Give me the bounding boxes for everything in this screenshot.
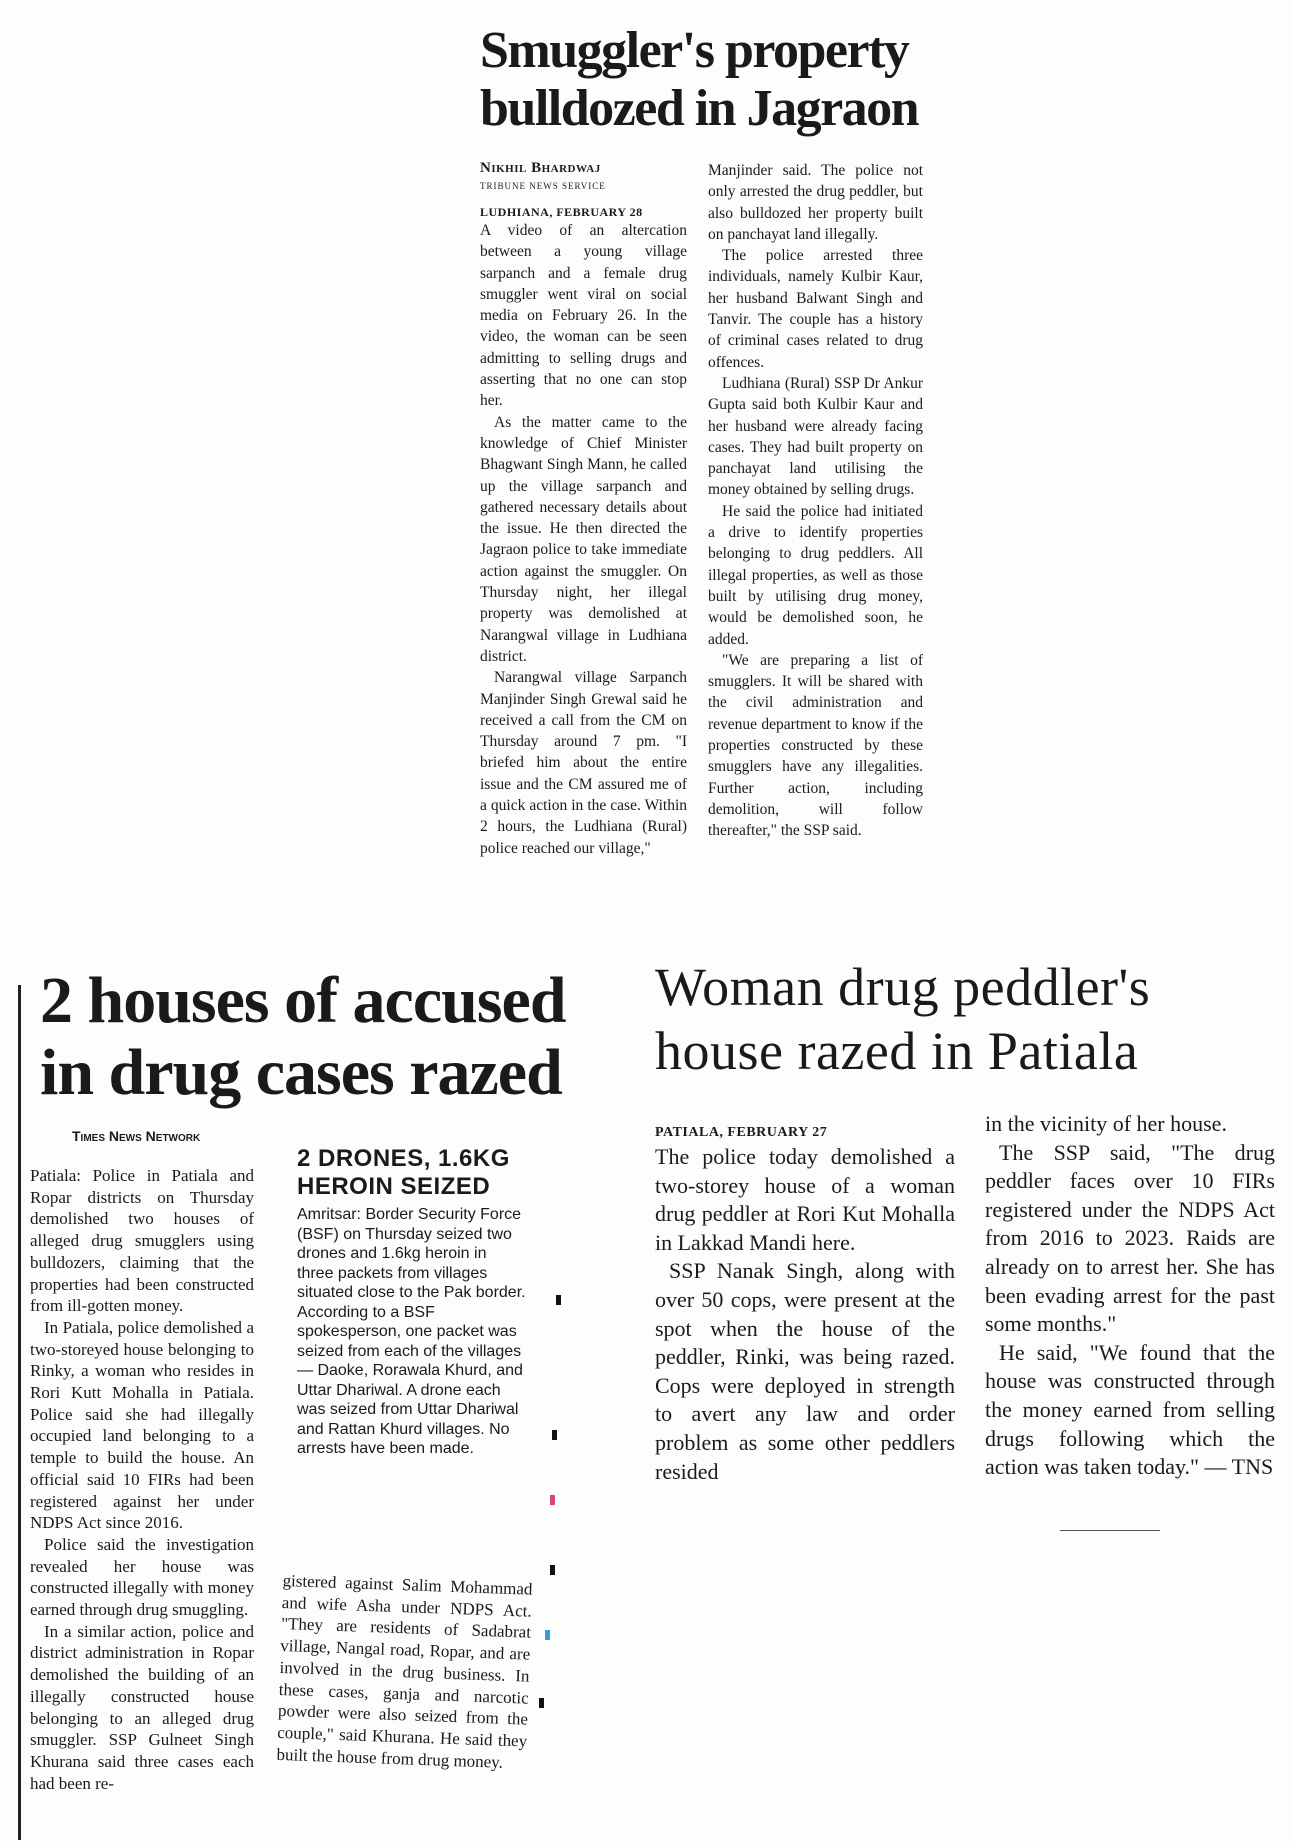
article3-headline-line2: house razed in Patiala (655, 1021, 1139, 1081)
article3-para: The SSP said, "The drug peddler faces over 10 FIRs registered under the NDPS Act from 2016 to 2023. Raids are already on to arrest her. She has been evading arrest for the past some months." (985, 1139, 1275, 1337)
article3-dateline: PATIALA, FEBRUARY 27 (655, 1125, 828, 1140)
article2-para: Police said the investigation revealed her house was constructed illegally with money earned through drug smuggling. (30, 1534, 254, 1620)
sidebar-title-line1: 2 DRONES, 1.6KG (297, 1145, 510, 1172)
article3-headline-line1: Woman drug peddler's (655, 957, 1151, 1017)
article3-end-rule (1060, 1530, 1160, 1531)
article1-para: He said the police had initiated a drive to identify properties belonging to drug peddlers. All illegal properties, as well as those built by utilising drug money, would be demolished soon, he added. (708, 502, 923, 648)
article1-column-2 (708, 160, 923, 842)
article1-para: As the matter came to the knowledge of Chief Minister Bhagwant Singh Mann, he called up the village sarpanch and gathered necessary details about the issue. He then directed the Jagraon police to take immediate action against the smuggler. On Thursday night, her illegal property was demolished at Narangwal village in Ludhiana district. (480, 413, 687, 665)
article2-headline (40, 965, 566, 1109)
article1-para: "We are preparing a list of smugglers. It will be shared with the civil administration and revenue department to know if the properties constructed by these smugglers have any illegalities. Further action, including demolition, will follow thereafter," the SSP said. (708, 651, 923, 840)
article1-service: TRIBUNE NEWS SERVICE (480, 181, 606, 191)
article2-byline: Times News Network (72, 1128, 201, 1144)
article1-headline-line2: bulldozed in Jagraon (480, 80, 919, 137)
article1-column-1 (480, 220, 687, 859)
article3-headline (655, 955, 1150, 1083)
article2-headline-line2: in drug cases razed (40, 1036, 562, 1109)
article2-para: gistered against Salim Mohammad and wife Asha under NDPS Act. "They are residents of Sadabrat village, Nangal road, Ropar, and are involved in the drug business. In these cases, ganja and narcotic powder were also seized from the couple," said Khurana. He said they built the house from drug money. (276, 1570, 533, 1772)
article1-para: A video of an altercation between a young village sarpanch and a female drug smuggler went viral on social media on February 26. In the video, the woman can be seen admitting to selling drugs and asserting that no one can stop her. (480, 222, 687, 410)
article2-column-1 (30, 1165, 254, 1794)
sidebar-drones (297, 1145, 527, 1459)
article3-para: SSP Nanak Singh, along with over 50 cops, were present at the spot when the house of the peddler, Rinki, was being razed. Cops were deployed in strength to avert any law and order problem as some other peddlers resided (655, 1258, 955, 1484)
article3-column-1 (655, 1143, 955, 1486)
margin-mark (539, 1698, 544, 1708)
sidebar-title-line2: HEROIN SEIZED (297, 1173, 491, 1200)
article2-para: In Patiala, police demolished a two-storeyed house belonging to Rinky, a woman who resides in Rori Kutt Mohalla in Patiala. Police said she had illegally occupied land belonging to a temple to build the house. An official said 10 FIRs had been registered against her under NDPS Act since 2016. (30, 1317, 254, 1533)
article1-para: The police arrested three individuals, namely Kulbir Kaur, her husband Balwant Singh and Tanvir. The couple has a history of criminal cases related to drug offences. (708, 247, 923, 371)
margin-mark (550, 1495, 555, 1505)
margin-mark (545, 1630, 550, 1640)
article1-para: Narangwal village Sarpanch Manjinder Singh Grewal said he received a call from the CM on Thursday around 7 pm. "I briefed him about the entire issue and the CM assured me of a quick action in the case. Within 2 hours, the Ludhiana (Rural) police reached our village," (480, 669, 687, 857)
margin-mark (552, 1430, 557, 1440)
article2-headline-line1: 2 houses of accused (40, 964, 566, 1037)
article3-para: in the vicinity of her house. (985, 1111, 1227, 1136)
article2-para: Patiala: Police in Patiala and Ropar districts on Thursday demolished two houses of alleged drug smugglers using bulldozers, claiming that the properties had been constructed from ill-gotten money. (30, 1166, 254, 1316)
article1-para: Manjinder said. The police not only arrested the drug peddler, but also bulldozed her property built on panchayat land illegally. (708, 162, 923, 243)
margin-mark (556, 1295, 561, 1305)
article1-para: Ludhiana (Rural) SSP Dr Ankur Gupta said both Kulbir Kaur and her husband were already facing cases. They had built property on panchayat land utilising the money obtained by selling drugs. (708, 374, 923, 499)
article2-para: In a similar action, police and district administration in Ropar demolished the building of an illegally constructed house belonging to an alleged drug smuggler. SSP Gulneet Singh Khurana said three cases each had been re- (30, 1621, 254, 1793)
article3-para: The police today demolished a two-storey house of a woman drug peddler at Rori Kut Mohalla in Lakkad Mandi here. (655, 1144, 955, 1255)
article1-headline-line1: Smuggler's property (480, 22, 909, 79)
margin-mark (550, 1565, 555, 1575)
article3-column-2 (985, 1110, 1275, 1482)
article3-para: He said, "We found that the house was constructed through the money earned from selling drugs following which the action was taken today." — TNS (985, 1339, 1275, 1480)
sidebar-title (297, 1145, 527, 1201)
article2-left-rule (18, 985, 21, 1840)
article1-dateline: LUDHIANA, FEBRUARY 28 (480, 205, 643, 219)
article1-headline (480, 22, 918, 138)
article1-byline: Nikhil Bhardwaj (480, 160, 601, 176)
sidebar-body: Amritsar: Border Security Force (BSF) on Thursday seized two drones and 1.6kg heroin in three packets from villages situated close to the Pak border. According to a BSF spokesperson, one packet was seized from each of the villages — Daoke, Rorawala Khurd, and Uttar Dhariwal. A drone each was seized from Uttar Dhariwal and Rattan Khurd villages. No arrests have been made. (297, 1206, 526, 1457)
article2-column-2 (276, 1570, 533, 1774)
